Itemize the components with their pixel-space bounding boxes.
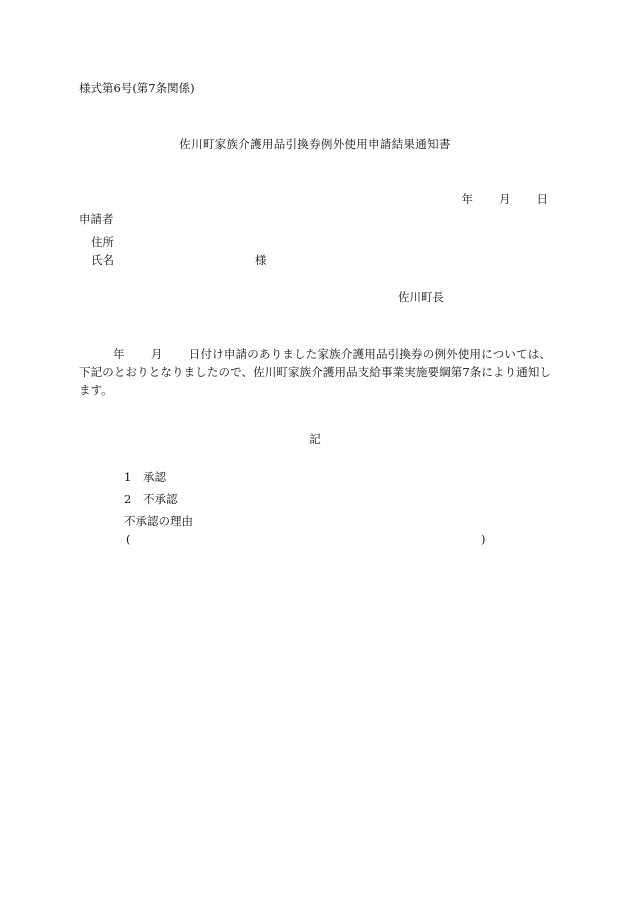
option-label: 不承認 <box>143 492 178 506</box>
body-text: 日付け申請のありました家族介護用品引換券の例外使用については、下記のとおりとなりましたので、佐川町家族介護用品支給事業実施要綱第7条により通知します。 <box>79 347 552 397</box>
date-month-label: 月 <box>499 192 511 206</box>
body-year-label: 年 <box>113 347 125 361</box>
option-number: 1 <box>124 470 132 484</box>
ki-heading: 記 <box>309 432 321 446</box>
honorific: 様 <box>255 253 267 267</box>
applicant-heading: 申請者 <box>79 212 114 226</box>
option-number: 2 <box>124 492 132 506</box>
reason-paren-open: ( <box>126 532 131 546</box>
issuer-mayor: 佐川町長 <box>398 290 444 304</box>
date-day-label: 日 <box>536 192 548 206</box>
reason-label: 不承認の理由 <box>124 514 193 528</box>
option-disapprove <box>124 492 178 506</box>
reason-paren-close: ) <box>481 532 486 546</box>
notice-body <box>79 345 551 399</box>
document-title: 佐川町家族介護用品引換券例外使用申請結果通知書 <box>179 137 451 151</box>
option-label: 承認 <box>143 470 166 484</box>
address-label: 住所 <box>91 235 114 249</box>
body-month-label: 月 <box>150 347 163 361</box>
date-year-label: 年 <box>461 192 473 206</box>
name-label: 氏名 <box>91 253 114 267</box>
option-approve <box>124 470 166 484</box>
date-line <box>462 192 549 206</box>
form-number-label: 様式第6号(第7条関係) <box>79 81 195 95</box>
